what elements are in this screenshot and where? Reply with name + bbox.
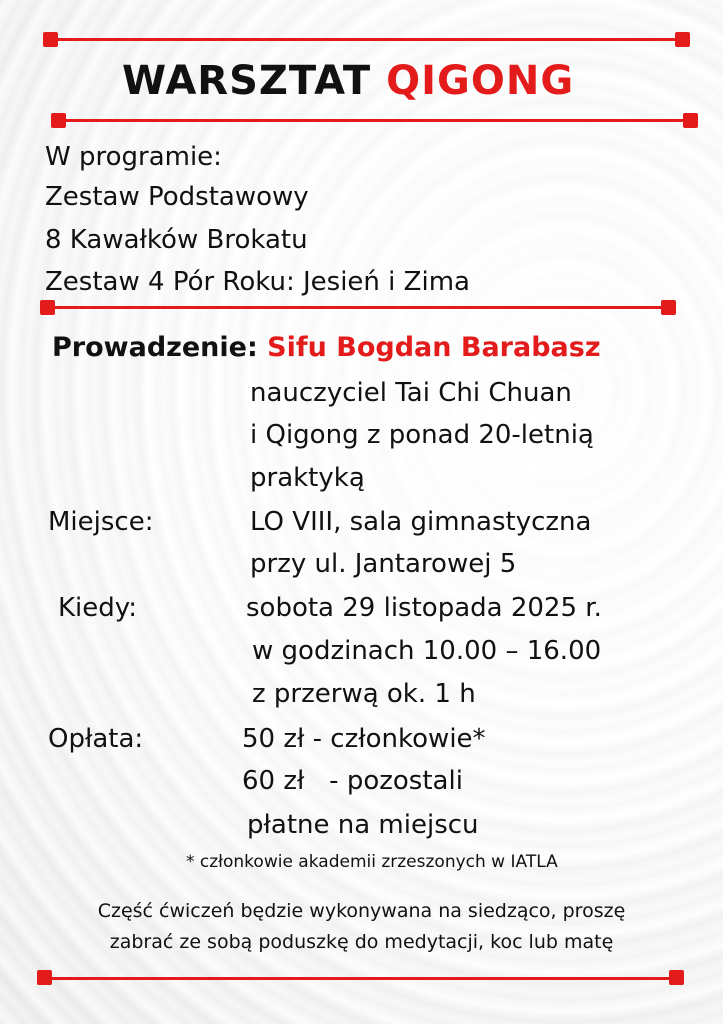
when-line: z przerwą ok. 1 h (252, 679, 476, 709)
program-heading: W programie: (45, 142, 222, 172)
place-label: Miejsce: (48, 507, 154, 537)
program-item: Zestaw 4 Pór Roku: Jesień i Zima (45, 267, 470, 297)
top-rule-right-end (675, 32, 690, 47)
bottom-rule-left-end (37, 970, 52, 985)
note-line: Część ćwiczeń będzie wykonywana na siedząco, proszę (97, 900, 626, 922)
when-label: Kiedy: (58, 593, 138, 623)
place-line: przy ul. Jantarowej 5 (250, 549, 517, 579)
page-title (122, 58, 574, 104)
note-line: zabrać ze sobą poduszkę do medytacji, koc lub matę (109, 931, 614, 953)
fee-line: 60 zł - pozostali (242, 766, 463, 796)
when-line: w godzinach 10.00 – 16.00 (252, 636, 602, 666)
title-rule-right-end (683, 113, 698, 128)
place-line: LO VIII, sala gimnastyczna (250, 507, 592, 537)
program-item: 8 Kawałków Brokatu (45, 225, 308, 255)
fee-footnote: * członkowie akademii zrzeszonych w IATLA (186, 852, 558, 872)
top-rule (50, 38, 682, 41)
bottom-rule-right-end (669, 970, 684, 985)
program-item: Zestaw Podstawowy (45, 182, 309, 212)
title-part2: QIGONG (386, 58, 575, 104)
fee-label: Opłata: (48, 724, 144, 754)
program-rule-left-end (40, 300, 55, 315)
program-rule (47, 306, 669, 309)
fee-line: 50 zł - członkowie* (242, 724, 486, 754)
bottom-rule (45, 977, 677, 980)
top-rule-left-end (43, 32, 58, 47)
title-rule (58, 119, 690, 122)
leader-desc-line: praktyką (250, 463, 365, 493)
leader-row (52, 332, 601, 363)
leader-desc-line: nauczyciel Tai Chi Chuan (250, 378, 572, 408)
leader-desc-line: i Qigong z ponad 20-letnią (250, 420, 594, 450)
title-part1: WARSZTAT (122, 58, 372, 104)
leader-label: Prowadzenie: (52, 332, 258, 363)
program-rule-right-end (661, 300, 676, 315)
when-line: sobota 29 listopada 2025 r. (246, 593, 602, 623)
fee-line: płatne na miejscu (247, 810, 479, 840)
leader-name: Sifu Bogdan Barabasz (267, 332, 601, 363)
title-rule-left-end (51, 113, 66, 128)
